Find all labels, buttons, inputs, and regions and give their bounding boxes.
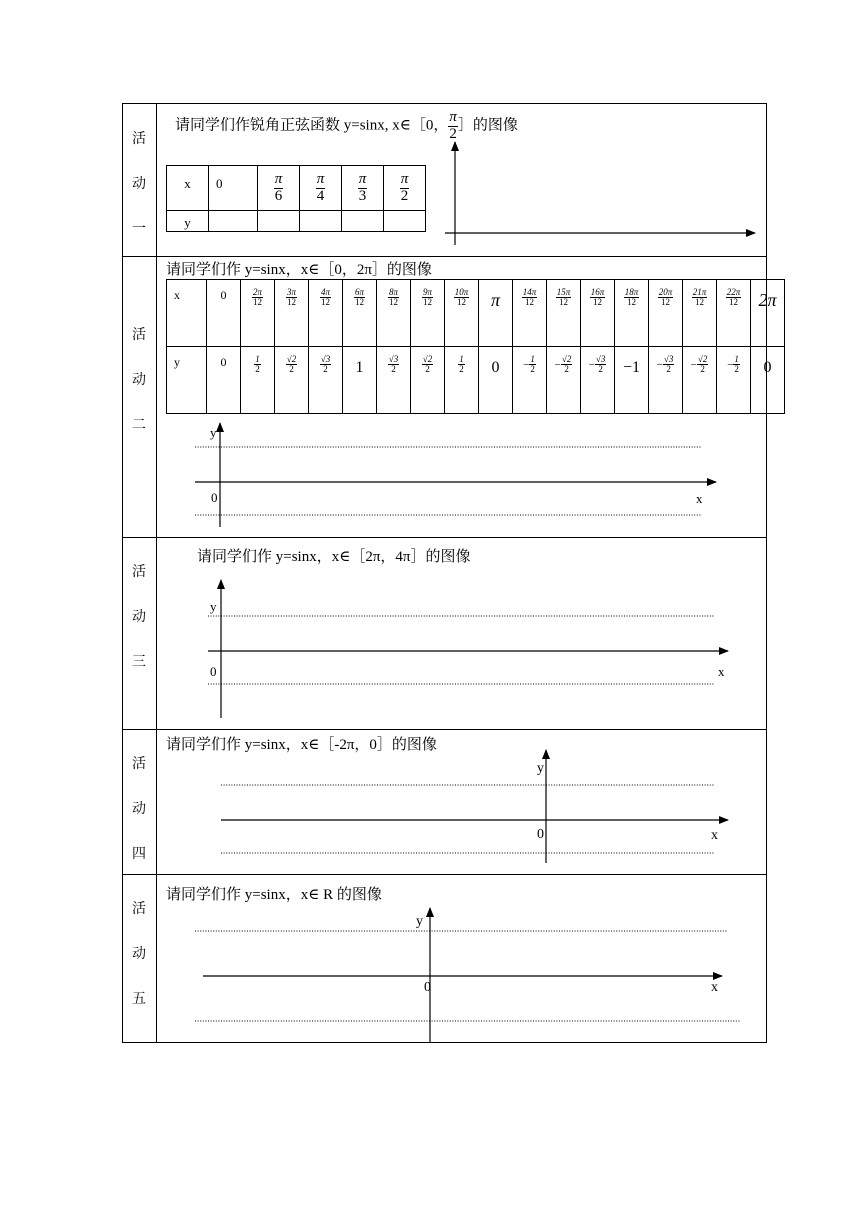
fraction-denominator: 2 xyxy=(666,364,671,375)
activity-2-axes xyxy=(195,423,716,527)
fraction-denominator: 12 xyxy=(524,297,534,308)
fraction-denominator: 12 xyxy=(660,297,670,308)
fraction-denominator: 2 xyxy=(459,364,464,375)
header-cell: x xyxy=(167,280,207,347)
fraction-denominator: 2 xyxy=(289,364,294,375)
y-axis-label: y xyxy=(210,425,217,440)
label-char: 动 xyxy=(132,947,146,962)
origin-label: 0 xyxy=(210,664,217,679)
value-cell: 0 xyxy=(207,347,241,414)
minus-sign: − xyxy=(690,358,697,371)
label-char: 活 xyxy=(132,757,146,772)
fraction-denominator: 12 xyxy=(388,297,398,308)
activity-3-task: 请同学们作 y=sinx，x∈［2π，4π］的图像 xyxy=(197,549,471,565)
label-char: 活 xyxy=(132,902,146,917)
task-prefix: 请同学们作锐角正弦函数 y=sinx, x∈［0， xyxy=(175,117,449,134)
fraction-denominator: 2 xyxy=(449,125,457,142)
fraction-numerator: 14π xyxy=(522,287,537,297)
activity-5-task: 请同学们作 y=sinx，x∈ R 的图像 xyxy=(166,887,382,903)
fraction-denominator: 3 xyxy=(358,187,367,204)
pi-multiple-label: π xyxy=(490,290,501,310)
fraction-denominator: 2 xyxy=(255,364,260,375)
activity-4-task: 请同学们作 y=sinx，x∈［-2π，0］的图像 xyxy=(166,737,437,753)
fraction-numerator: √2 xyxy=(286,354,297,364)
minus-sign: − xyxy=(727,358,734,371)
fraction-numerator: √3 xyxy=(320,354,331,364)
activity-5-axes xyxy=(195,908,740,1043)
x-axis-label: x xyxy=(696,491,703,506)
fraction-numerator: 16π xyxy=(590,287,605,297)
fraction-numerator: π xyxy=(400,170,409,187)
label-char: 五 xyxy=(132,992,146,1007)
origin-label: 0 xyxy=(537,827,544,842)
fraction-denominator: 2 xyxy=(734,364,739,375)
y-header-cell: y xyxy=(167,211,209,232)
fraction-denominator: 12 xyxy=(626,297,636,308)
fraction-denominator: 2 xyxy=(400,187,409,204)
fraction-denominator: 6 xyxy=(274,187,283,204)
number-label: 1 xyxy=(355,359,364,376)
label-char: 动 xyxy=(132,177,146,192)
origin-label: 0 xyxy=(211,490,218,505)
activity-3-axes xyxy=(208,580,728,718)
fraction-denominator: 12 xyxy=(320,297,330,308)
x-axis-label: x xyxy=(711,980,718,995)
minus-sign: − xyxy=(656,358,663,371)
label-char: 三 xyxy=(132,655,146,670)
x-axis-label: x xyxy=(711,828,718,843)
label-char: 二 xyxy=(132,418,146,433)
x-value-cell: 0 xyxy=(209,166,258,211)
y-axis-label: y xyxy=(210,599,217,614)
fraction-numerator: 9π xyxy=(422,287,432,297)
fraction-denominator: 12 xyxy=(592,297,602,308)
fraction-denominator: 2 xyxy=(391,364,396,375)
y-axis-label: y xyxy=(416,914,423,929)
fraction-numerator: 15π xyxy=(556,287,571,297)
fraction-denominator: 12 xyxy=(456,297,466,308)
activity-1-axes xyxy=(445,142,755,245)
label-char: 动 xyxy=(132,373,146,388)
fraction-numerator: 3π xyxy=(286,287,296,297)
number-label: 0 xyxy=(491,359,500,376)
fraction-numerator: √3 xyxy=(663,354,674,364)
number-label: 0 xyxy=(763,359,772,376)
fraction-numerator: 1 xyxy=(734,354,739,364)
fraction-denominator: 12 xyxy=(252,297,262,308)
fraction-numerator: 1 xyxy=(255,354,260,364)
value-cell: 0 xyxy=(207,280,241,347)
fraction-numerator: π xyxy=(449,109,457,125)
fraction-numerator: 6π xyxy=(354,287,364,297)
x-axis-label: x xyxy=(718,664,725,679)
fraction-numerator: 8π xyxy=(388,287,398,297)
fraction-numerator: √2 xyxy=(422,354,433,364)
activity-2-task: 请同学们作 y=sinx，x∈［0，2π］的图像 xyxy=(166,262,432,278)
fraction-numerator: √2 xyxy=(697,354,708,364)
minus-sign: − xyxy=(554,358,561,371)
fraction-numerator: √3 xyxy=(595,354,606,364)
minus-sign: − xyxy=(523,358,530,371)
fraction-denominator: 12 xyxy=(286,297,296,308)
origin-label: 0 xyxy=(424,980,431,995)
fraction-numerator: 2π xyxy=(252,287,262,297)
x-header-cell: x xyxy=(167,166,209,211)
fraction-numerator: 22π xyxy=(726,287,741,297)
number-label: −1 xyxy=(622,359,641,376)
fraction-denominator: 2 xyxy=(700,364,705,375)
fraction-denominator: 12 xyxy=(694,297,704,308)
fraction-numerator: 20π xyxy=(658,287,673,297)
fraction-denominator: 2 xyxy=(598,364,603,375)
fraction-denominator: 4 xyxy=(316,187,325,204)
fraction-numerator: √2 xyxy=(561,354,572,364)
activity-4-axes xyxy=(221,750,728,863)
fraction-numerator: 1 xyxy=(459,354,464,364)
label-char: 活 xyxy=(132,328,146,343)
fraction-numerator: 1 xyxy=(530,354,535,364)
fraction-numerator: 4π xyxy=(320,287,330,297)
fraction-denominator: 12 xyxy=(354,297,364,308)
fraction-denominator: 2 xyxy=(564,364,569,375)
fraction-denominator: 2 xyxy=(323,364,328,375)
fraction-denominator: 12 xyxy=(558,297,568,308)
label-char: 活 xyxy=(132,565,146,580)
task-suffix: ］的图像 xyxy=(457,117,518,134)
label-char: 动 xyxy=(132,610,146,625)
fraction-denominator: 2 xyxy=(425,364,430,375)
fraction-numerator: 21π xyxy=(692,287,707,297)
header-cell: y xyxy=(167,347,207,414)
label-char: 活 xyxy=(132,132,146,147)
fraction-numerator: π xyxy=(274,170,283,187)
label-char: 四 xyxy=(132,847,146,862)
fraction-numerator: 10π xyxy=(454,287,469,297)
minus-sign: − xyxy=(588,358,595,371)
pi-multiple-label: 2π xyxy=(758,290,777,310)
fraction-denominator: 12 xyxy=(422,297,432,308)
fraction-numerator: √3 xyxy=(388,354,399,364)
fraction-numerator: π xyxy=(358,170,367,187)
fraction-denominator: 12 xyxy=(728,297,738,308)
fraction-denominator: 2 xyxy=(530,364,535,375)
label-char: 一 xyxy=(132,222,146,237)
label-char: 动 xyxy=(132,802,146,817)
fraction-numerator: 18π xyxy=(624,287,639,297)
fraction-numerator: π xyxy=(316,170,325,187)
y-axis-label: y xyxy=(537,761,544,776)
